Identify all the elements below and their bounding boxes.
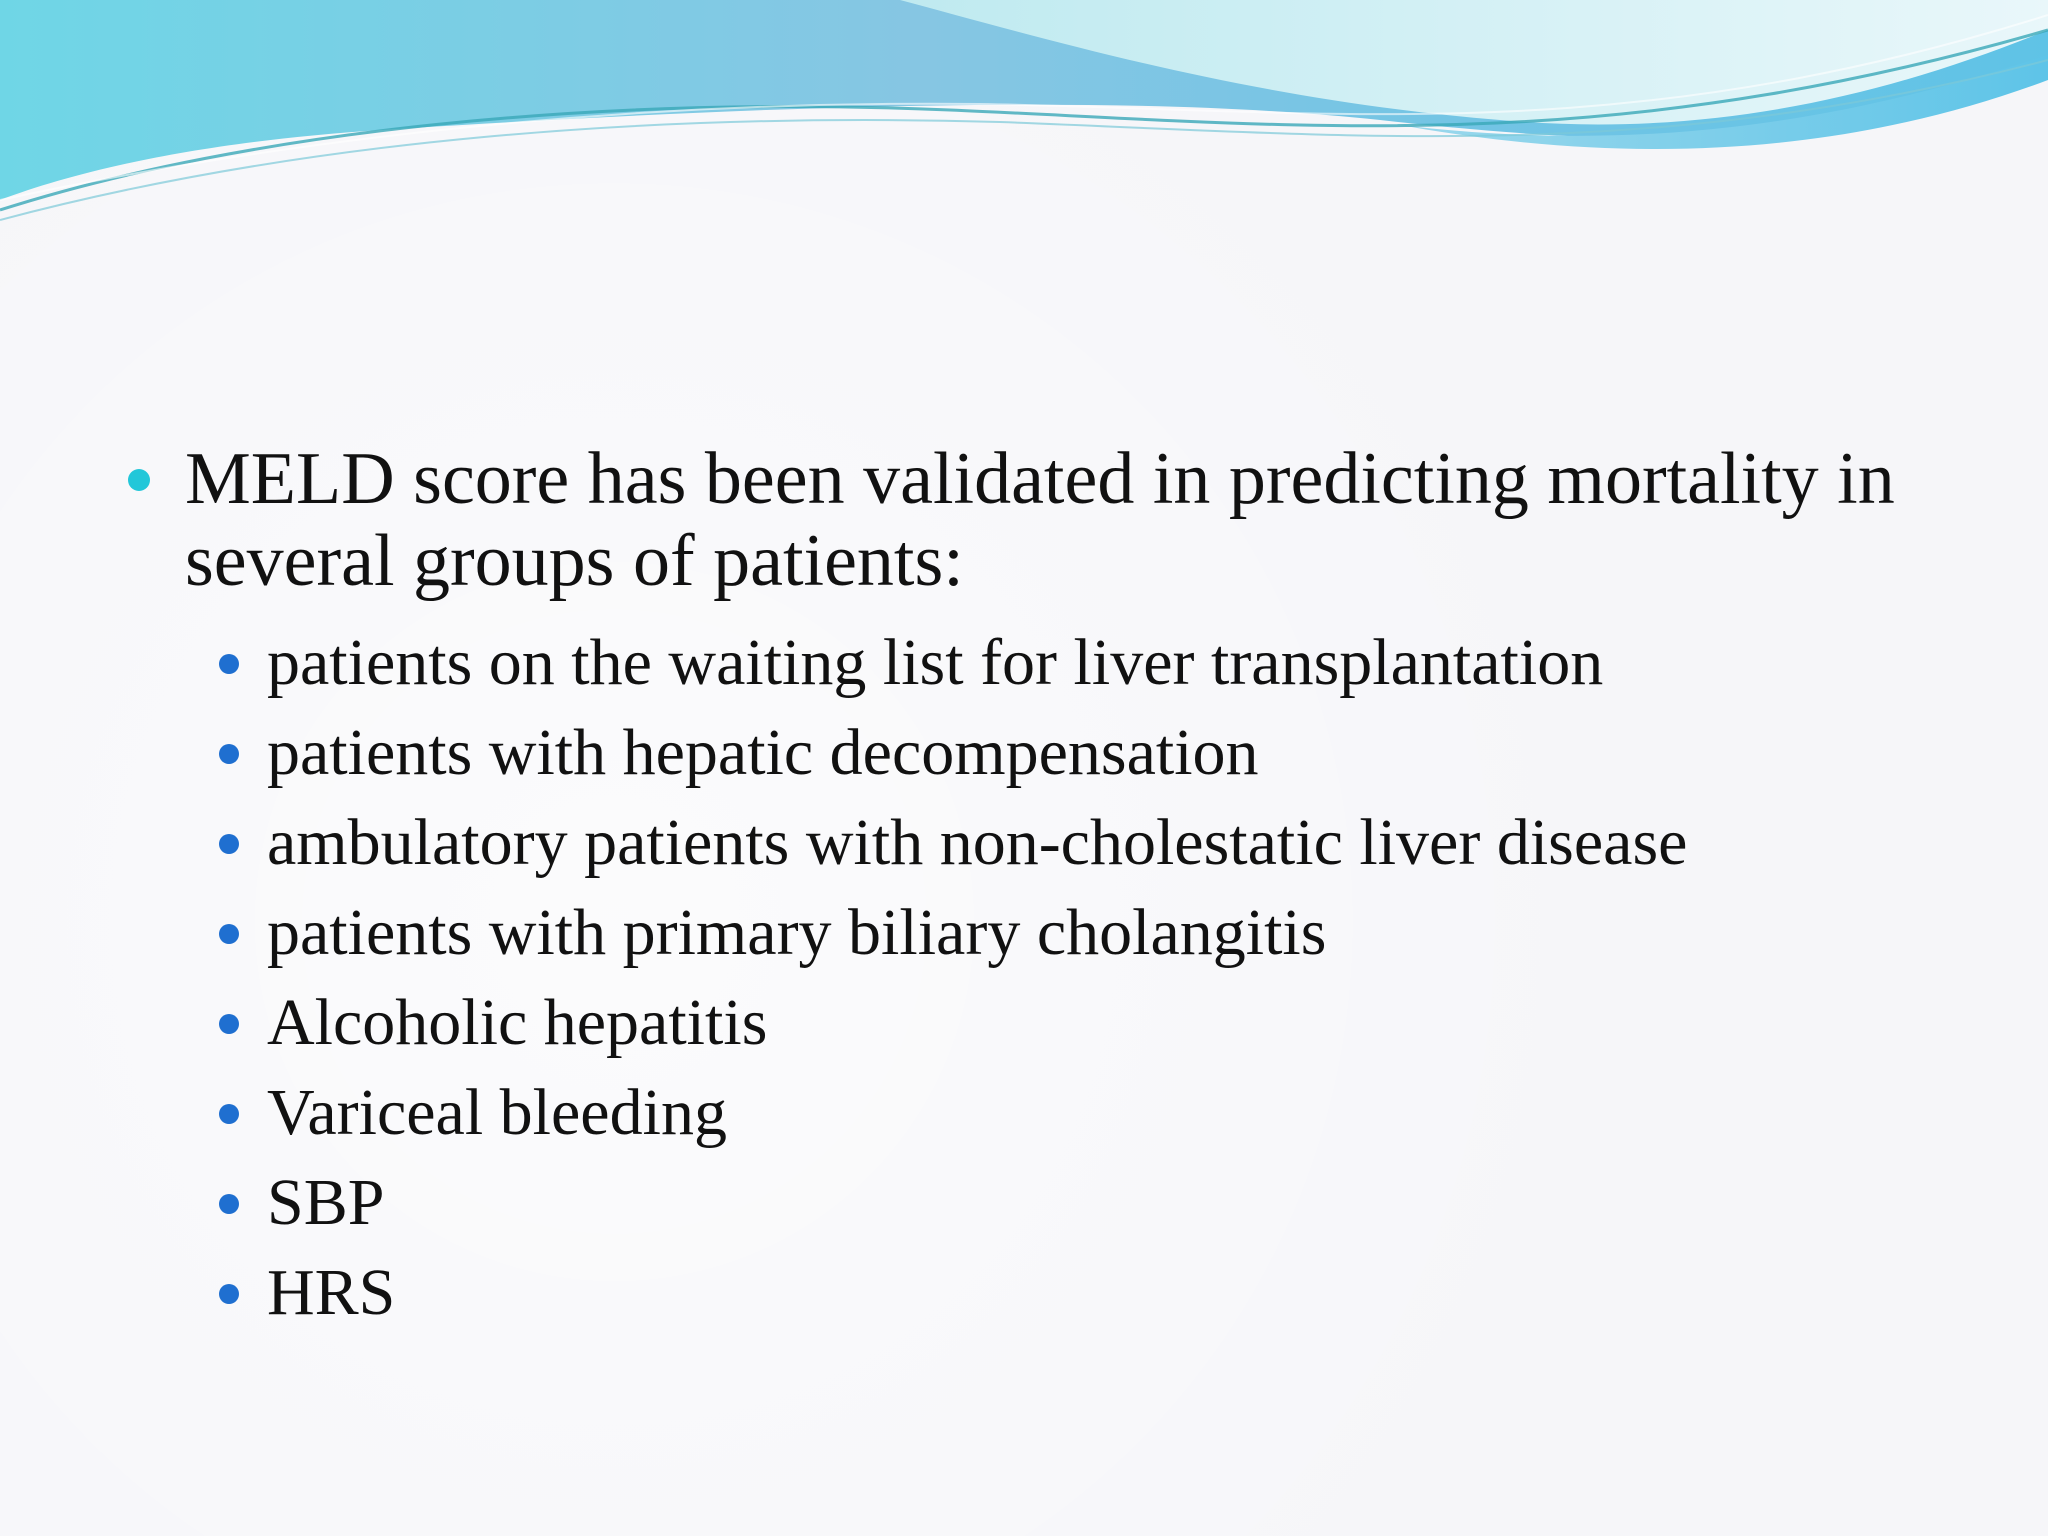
sub-bullet-text: ambulatory patients with non-cholestatic liver disease <box>267 806 1688 879</box>
sub-bullet-item <box>125 1068 1985 1158</box>
sub-bullet-dot-icon <box>219 744 239 764</box>
sub-bullet-dot-icon <box>219 1284 239 1304</box>
sub-bullet-dot-icon <box>219 1014 239 1034</box>
main-bullet <box>125 438 1985 602</box>
header-wave-decoration <box>0 0 2048 240</box>
sub-bullet-item <box>125 618 1985 708</box>
sub-bullet-text: Alcoholic hepatitis <box>267 986 768 1059</box>
main-bullet-dot-icon <box>128 469 150 491</box>
sub-bullet-item <box>125 978 1985 1068</box>
sub-bullet-list <box>125 618 1985 1338</box>
slide-content <box>125 438 1985 1338</box>
sub-bullet-item <box>125 798 1985 888</box>
sub-bullet-item <box>125 1248 1985 1338</box>
sub-bullet-dot-icon <box>219 654 239 674</box>
sub-bullet-text: SBP <box>267 1166 385 1239</box>
sub-bullet-text: patients on the waiting list for liver transplantation <box>267 626 1604 699</box>
main-bullet-text: MELD score has been validated in predicting mortality in several groups of patients: <box>185 438 1895 602</box>
sub-bullet-dot-icon <box>219 1104 239 1124</box>
sub-bullet-dot-icon <box>219 834 239 854</box>
sub-bullet-text: patients with primary biliary cholangitis <box>267 896 1327 969</box>
sub-bullet-text: Variceal bleeding <box>267 1076 727 1149</box>
sub-bullet-item <box>125 708 1985 798</box>
sub-bullet-text: patients with hepatic decompensation <box>267 716 1259 789</box>
sub-bullet-dot-icon <box>219 1194 239 1214</box>
sub-bullet-item <box>125 1158 1985 1248</box>
sub-bullet-item <box>125 888 1985 978</box>
sub-bullet-dot-icon <box>219 924 239 944</box>
sub-bullet-text: HRS <box>267 1256 396 1329</box>
